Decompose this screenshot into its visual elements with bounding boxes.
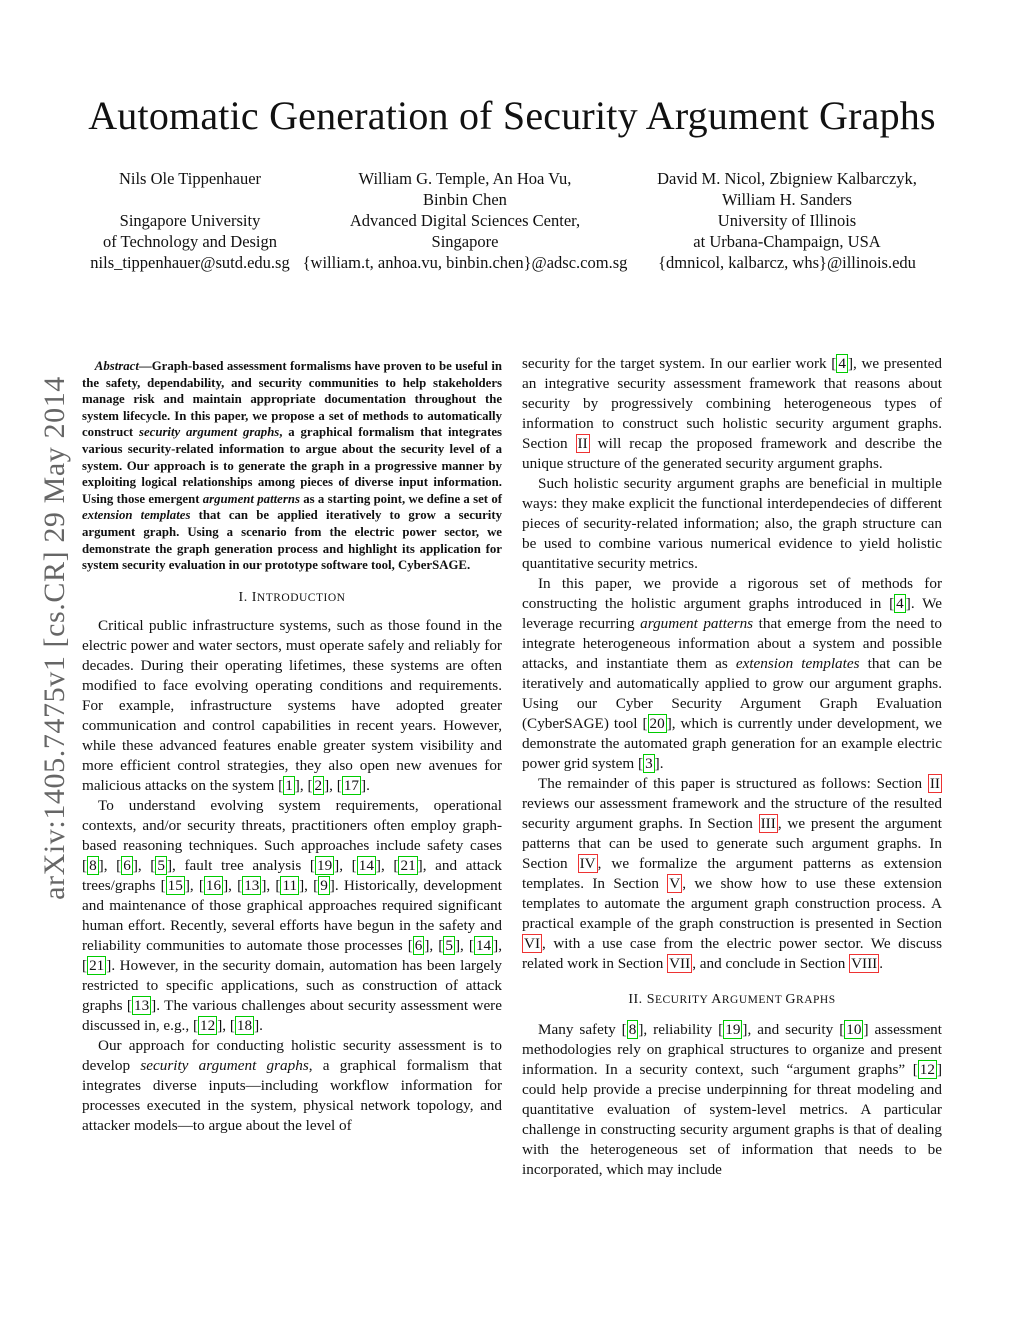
abstract-label: Abstract (94, 359, 139, 373)
paragraph: The remainder of this paper is structured as follows: Section II reviews our assessment framework and the structure of the resulted security argument graphs. In Section III , we present the argument patterns that can be used to generate such argument graphs. In Section IV , we formalize the argument patterns as extension templates. In Section V , we show how to use these extension templates to automate the argument graph construction process. A practical example of the graph construction is presented in Section VI , with a use case from the electric power sector. We discuss related work in Section VII , and conclude in Section VIII . (522, 775, 943, 972)
citation-link[interactable]: 14 (475, 936, 492, 954)
citation-link[interactable]: 18 (236, 1016, 253, 1034)
section-link[interactable]: VII (669, 955, 691, 972)
author-names: William H. Sanders (722, 190, 852, 209)
author-affiliation: University of Illinois (717, 211, 857, 230)
author-names: William G. Temple, An Hoa Vu, (358, 169, 572, 188)
citation-link[interactable]: 6 (414, 936, 423, 954)
author-names: Nils Ole Tippenhauer (118, 169, 262, 188)
paragraph: To understand evolving system requirements, operational contexts, and/or security threats, practitioners often employ graph-based reasoning techniques. Such approaches include safety cases [ 8 ], [ 6 ], [ 5 ], fault tree analysis [ 19 ], [ 14 ], [ 21 ], and attack trees/graphs [ 15 ], [ 16 ], [ 13 ], [ 11 ], [ 9 ]. Historically, development and maintenance of those graphical approaches required significant human effort. Recently, several efforts have begun in the safety and reliability communities to automate those processes [ 6 ], [ 5 ], [ 14 ], [ 21 ]. However, in the security domain, automation has been largely restricted to specific applications, such as construction of attack graphs [ 13 ]. The various challenges about security assessment were discussed in, e.g., [ 12 ], [ 18 ]. (82, 796, 502, 1034)
citation-link[interactable]: 9 (320, 876, 328, 894)
author-affiliation: at Urbana-Champaign, USA (693, 232, 881, 251)
author-email: {dmnicol, kalbarcz, whs}@illinois.edu (658, 253, 916, 272)
author-affiliation: Singapore (431, 232, 499, 251)
section-link[interactable]: V (669, 875, 681, 892)
author-affiliation: Advanced Digital Sciences Center, (349, 211, 581, 230)
section-link[interactable]: IV (579, 855, 596, 872)
citation-link[interactable]: 21 (89, 956, 105, 974)
section-link[interactable]: II (577, 435, 588, 452)
citation-link[interactable]: 13 (244, 876, 260, 894)
author-affiliation: of Technology and Design (102, 232, 278, 251)
author-block-3 (636, 168, 938, 273)
citation-link[interactable]: 15 (167, 876, 183, 894)
paragraph: security for the target system. In our earlier work [ 4 ], we presented an integrative security assessment framework that reasons about security by progressively combining heterogeneous types of information to construct such holistic security argument graphs. Section II will recap the proposed framework and describe the unique structure of the generated security argument graphs. (522, 355, 942, 472)
citation-link[interactable]: 21 (400, 856, 416, 874)
paragraph: In this paper, we provide a rigorous set of methods for constructing the holistic argument graphs introduced in [ 4 ]. We leverage recurring argument patterns that emerge from the need to integrate heterogeneous information about a system and possible attacks, and instantiate them as extension templates that can be iteratively and automatically applied to grow our argument graphs. Using our Cyber Security Argument Graph Evaluation (CyberSAGE) tool [ 20 ], which is currently under development, we demonstrate the automated graph generation for an example electric power grid system [ 3 ]. (522, 575, 943, 772)
author-email: {william.t, anhoa.vu, binbin.chen}@adsc.com.sg (302, 253, 628, 272)
citation-link[interactable]: 19 (316, 856, 333, 874)
citation-link[interactable]: 8 (628, 1021, 637, 1038)
section-link[interactable]: III (760, 815, 776, 832)
citation-link[interactable]: 4 (896, 595, 904, 612)
author-affiliation: Singapore University (119, 211, 261, 230)
section-heading-introduction: I. INTRODUCTION (238, 589, 346, 605)
author-names: David M. Nicol, Zbigniew Kalbarczyk, (657, 169, 917, 188)
citation-link[interactable]: 11 (282, 876, 298, 894)
abstract: Abstract—Graph-based assessment formalisms have proven to be useful in the safety, dependability, and security communities to help stakeholders manage risk and maintain appropriate documentation throughout the system lifecycle. In this paper, we propose a set of methods to automatically construct security argument graphs, a graphical formalism that integrates various security-related information to argue about the security level of a system. Our approach is to generate the graph in a progressive manner by exploiting logical relationships among pieces of diverse input information. Using those emergent argument patterns as a starting point, we define a set of extension templates that can be applied iteratively to grow a security argument graph. Using a scenario from the electric power sector, we demonstrate the graph generation process and highlight its application for system security evaluation in our prototype software tool, CyberSAGE. (82, 359, 503, 573)
author-block-1 (88, 168, 292, 273)
citation-link[interactable]: 12 (200, 1016, 216, 1034)
arxiv-identifier: arXiv:1405.7475v1 [cs.CR] 29 May 2014 (38, 376, 71, 900)
citation-link[interactable]: 3 (645, 755, 653, 772)
right-column (522, 354, 942, 1180)
author-email: nils_tippenhauer@sutd.edu.sg (90, 253, 290, 272)
left-column (82, 358, 502, 1136)
citation-link[interactable]: 1 (285, 776, 293, 794)
paragraph: Many safety [ 8 ], reliability [ 19 ], and security [ 10 ] assessment methodologies rely on graphical structures to organize and present information. In a security context, such “argument graphs” [ 12 ] could help provide a precise underpinning for threat modeling and quantitative evaluation of system-level metrics. A particular challenge in constructing security argument graphs is that of dealing with the heterogeneous set of information that needs to be incorporated, which may include (522, 1021, 942, 1178)
citation-link[interactable]: 12 (919, 1061, 935, 1078)
citation-link[interactable]: 13 (133, 996, 150, 1014)
citation-link[interactable]: 16 (205, 876, 222, 894)
paragraph: Such holistic security argument graphs are beneficial in multiple ways: they make explicit the functional interdependecies of different pieces of security-related information; also, the graph structure can be used to combine various numerical evidence to yield holistic quantitative security metrics. (522, 475, 942, 572)
citation-link[interactable]: 14 (358, 856, 374, 874)
citation-link[interactable]: 5 (157, 856, 165, 874)
citation-link[interactable]: 4 (838, 355, 846, 372)
introduction-body (82, 616, 502, 1136)
section-link[interactable]: VI (524, 935, 541, 952)
citation-link[interactable]: 2 (314, 776, 323, 794)
section-link[interactable]: VIII (851, 955, 878, 972)
citation-link[interactable]: 17 (343, 776, 360, 794)
citation-link[interactable]: 20 (649, 715, 665, 732)
paper-title: Automatic Generation of Security Argument Graphs (88, 93, 936, 138)
section-heading-security-argument-graphs: II. SECURITY ARGUMENT GRAPHS (628, 992, 836, 1007)
citation-link[interactable]: 19 (725, 1021, 741, 1038)
citation-link[interactable]: 8 (89, 856, 97, 874)
paragraph: Our approach for conducting holistic security assessment is to develop security argument graphs, a graphical formalism that integrates diverse inputs—including workflow information for processes executed in the system, physical network topology, and attacker models—to argue about the level of (82, 1036, 502, 1134)
author-names: Binbin Chen (423, 190, 507, 209)
citation-link[interactable]: 6 (123, 856, 131, 874)
section-link[interactable]: II (929, 775, 940, 792)
paragraph: Critical public infrastructure systems, such as those found in the electric power and water sectors, must operate safely and reliably for decades. During their operating lifetimes, these systems are often modified to face evolving operating conditions and requirements. For example, infrastructure systems have adopted greater communication and control capabilities in recent years. However, while these advanced features enable greater system visibility and more efficient control strategies, they also open new avenues for malicious attacks on the system [ 1 ], [ 2 ], [ 17 ]. (82, 616, 502, 794)
author-block-2 (298, 168, 632, 273)
citation-link[interactable]: 5 (445, 936, 453, 954)
citation-link[interactable]: 10 (846, 1021, 862, 1038)
